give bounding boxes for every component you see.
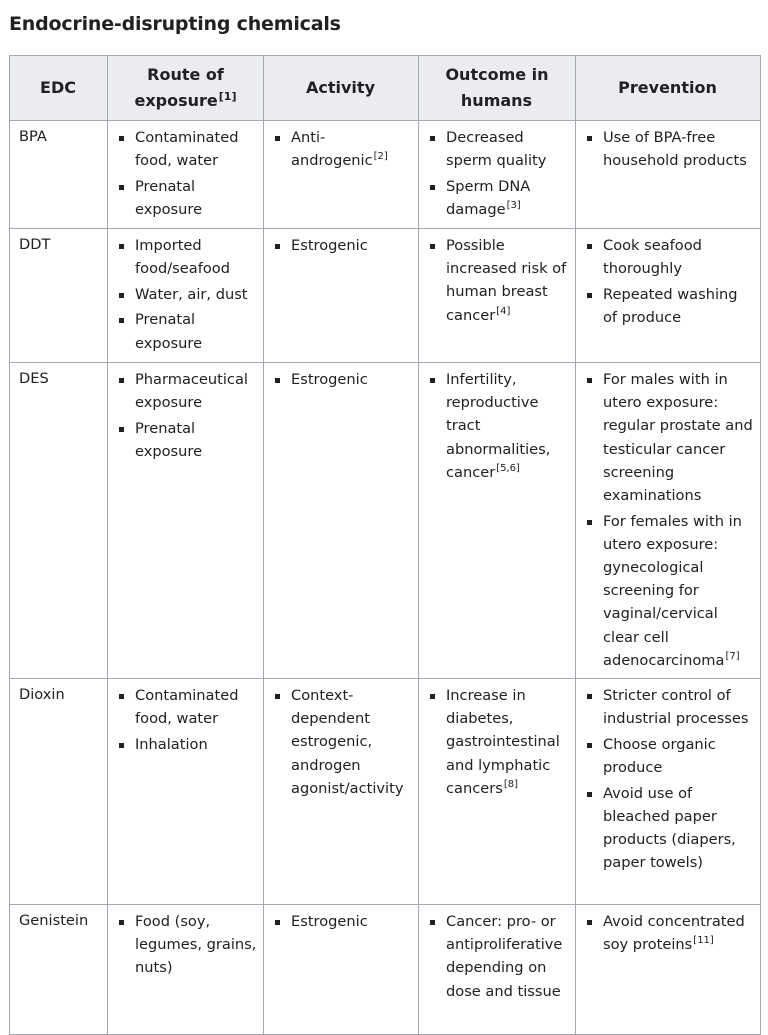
list-item-text: Increase in diabetes, gastrointestinal and lymphatic cancers [446,687,560,797]
list-item [585,368,756,507]
bullet-icon [587,920,592,925]
list-item-text: For females with in utero exposure: gynecological screening for vaginal/cervical clear cell adenocarcinoma [603,512,742,669]
activity-cell [264,121,419,229]
activity-list [273,910,414,933]
prevention-cell [576,121,761,229]
prevention-list [585,234,756,329]
bullet-icon [587,520,592,525]
list-item-text: Inhalation [135,735,208,753]
list-item [428,234,571,327]
list-item-text: Anti-androgenic [291,129,373,170]
outcome-cell [419,363,576,679]
list-item-text: Choose organic produce [603,735,716,776]
list-item-text: Food (soy, legumes, grains, nuts) [135,913,257,977]
list-item-text: Prenatal exposure [135,419,203,460]
edc-name-cell: Genistein [10,905,108,1035]
edc-name-cell: BPA [10,121,108,229]
bullet-icon [119,136,124,141]
list-item [117,175,259,221]
prevention-cell [576,905,761,1035]
list-item-text: Stricter control of industrial processes [603,687,749,728]
list-item-text: Estrogenic [291,237,368,254]
list-item [585,126,756,172]
table-row [10,363,761,679]
prevention-list [585,126,756,172]
list-item [428,175,571,221]
route-list [117,234,259,355]
header-prevention: Prevention [576,56,761,121]
list-item [117,308,259,354]
list-item [585,733,756,779]
bullet-icon [587,136,592,141]
activity-list [273,126,414,172]
edc-name-cell: Dioxin [10,679,108,905]
route-list [117,684,259,756]
bullet-icon [430,244,435,249]
header-row [10,56,761,121]
list-item [585,283,756,329]
header-activity: Activity [264,56,419,121]
list-item-text: Pharmaceutical exposure [135,371,248,412]
header-outcome: Outcome in humans [419,56,576,121]
table-row [10,905,761,1035]
table-row [10,679,761,905]
reference-link[interactable]: [3] [506,200,521,212]
bullet-icon [119,378,124,383]
route-list [117,368,259,463]
route-cell [108,679,264,905]
list-item-text: Decreased sperm quality [446,129,547,170]
list-item [428,910,571,1003]
outcome-cell [419,905,576,1035]
activity-cell [264,229,419,363]
bullet-icon [119,293,124,298]
reference-link[interactable]: [1] [218,89,237,103]
route-cell [108,905,264,1035]
reference-link[interactable]: [4] [496,305,511,317]
header-route: Route of exposure[1] [108,56,264,121]
list-item-text: Cancer: pro- or antiproliferative depending on dose and tissue [446,913,563,1000]
bullet-icon [275,244,280,249]
list-item [428,126,571,172]
page-title: Endocrine-disrupting chemicals [9,13,341,35]
bullet-icon [430,136,435,141]
outcome-cell [419,679,576,905]
reference-link[interactable]: [5,6] [496,462,520,474]
list-item [117,684,259,730]
activity-list [273,684,414,800]
list-item-text: Sperm DNA damage [446,177,531,218]
list-item [585,234,756,280]
list-item-text: Avoid use of bleached paper products (diapers, paper towels) [603,784,736,872]
list-item-text: Contaminated food, water [135,129,239,170]
list-item [117,910,259,980]
prevention-cell [576,229,761,363]
bullet-icon [587,743,592,748]
outcome-list [428,234,571,327]
bullet-icon [119,244,124,249]
bullet-icon [275,920,280,925]
bullet-icon [119,743,124,748]
edc-name-cell: DES [10,363,108,679]
list-item-text: For males with in utero exposure: regular prostate and testicular cancer screening examinations [603,371,753,505]
bullet-icon [119,427,124,432]
bullet-icon [430,920,435,925]
list-item [273,234,414,257]
list-item-text: Imported food/seafood [135,237,230,278]
list-item [117,733,259,756]
list-item [585,910,756,956]
list-item [428,684,571,800]
outcome-list [428,368,571,484]
list-item [273,126,414,172]
table-row [10,121,761,229]
list-item [585,510,756,672]
prevention-cell [576,363,761,679]
list-item [428,368,571,484]
list-item [585,684,756,730]
header-edc: EDC [10,56,108,121]
bullet-icon [119,694,124,699]
table-body [10,121,761,1035]
outcome-list [428,684,571,800]
list-item-text: Estrogenic [291,371,368,388]
list-item-text: Water, air, dust [135,285,248,303]
bullet-icon [119,185,124,190]
reference-link[interactable]: [7] [725,650,740,662]
bullet-icon [430,185,435,190]
list-item [117,283,259,306]
bullet-icon [275,694,280,699]
list-item [273,910,414,933]
outcome-cell [419,229,576,363]
list-item-text: Estrogenic [291,913,368,930]
edc-name-cell: DDT [10,229,108,363]
bullet-icon [587,244,592,249]
list-item-text: Possible increased risk of human breast cancer [446,237,567,324]
list-item-text: Infertility, reproductive tract abnormalities, cancer [446,371,551,481]
outcome-list [428,910,571,1003]
list-item-text: Repeated washing of produce [603,285,738,326]
list-item [585,782,756,875]
route-list [117,126,259,221]
bullet-icon [587,694,592,699]
bullet-icon [587,293,592,298]
reference-link[interactable]: [2] [373,151,388,163]
outcome-list [428,126,571,221]
route-cell [108,363,264,679]
bullet-icon [275,136,280,141]
bullet-icon [119,318,124,323]
list-item-text: Prenatal exposure [135,177,203,218]
list-item-text: Cook seafood thoroughly [603,237,702,278]
bullet-icon [275,378,280,383]
list-item [117,126,259,172]
outcome-cell [419,121,576,229]
route-list [117,910,259,980]
activity-cell [264,679,419,905]
table-row [10,229,761,363]
list-item [117,368,259,414]
list-item [273,368,414,391]
activity-list [273,234,414,257]
bullet-icon [119,920,124,925]
prevention-list [585,368,756,672]
bullet-icon [430,694,435,699]
activity-cell [264,905,419,1035]
prevention-list [585,910,756,956]
bullet-icon [430,378,435,383]
list-item-text: Prenatal exposure [135,311,203,352]
prevention-list [585,684,756,874]
bullet-icon [587,378,592,383]
list-item [117,234,259,280]
activity-cell [264,363,419,679]
list-item-text: Contaminated food, water [135,687,239,728]
route-cell [108,229,264,363]
prevention-cell [576,679,761,905]
list-item-text: Avoid concentrated soy proteins [603,913,745,954]
list-item-text: Use of BPA-free household products [603,129,747,170]
reference-link[interactable]: [11] [693,935,714,947]
edc-table [9,55,761,1035]
list-item [273,684,414,800]
activity-list [273,368,414,391]
list-item-text: Context-dependent estrogenic, androgen agonist/activity [291,687,404,797]
reference-link[interactable]: [8] [503,778,518,790]
list-item [117,417,259,463]
bullet-icon [587,792,592,797]
route-cell [108,121,264,229]
